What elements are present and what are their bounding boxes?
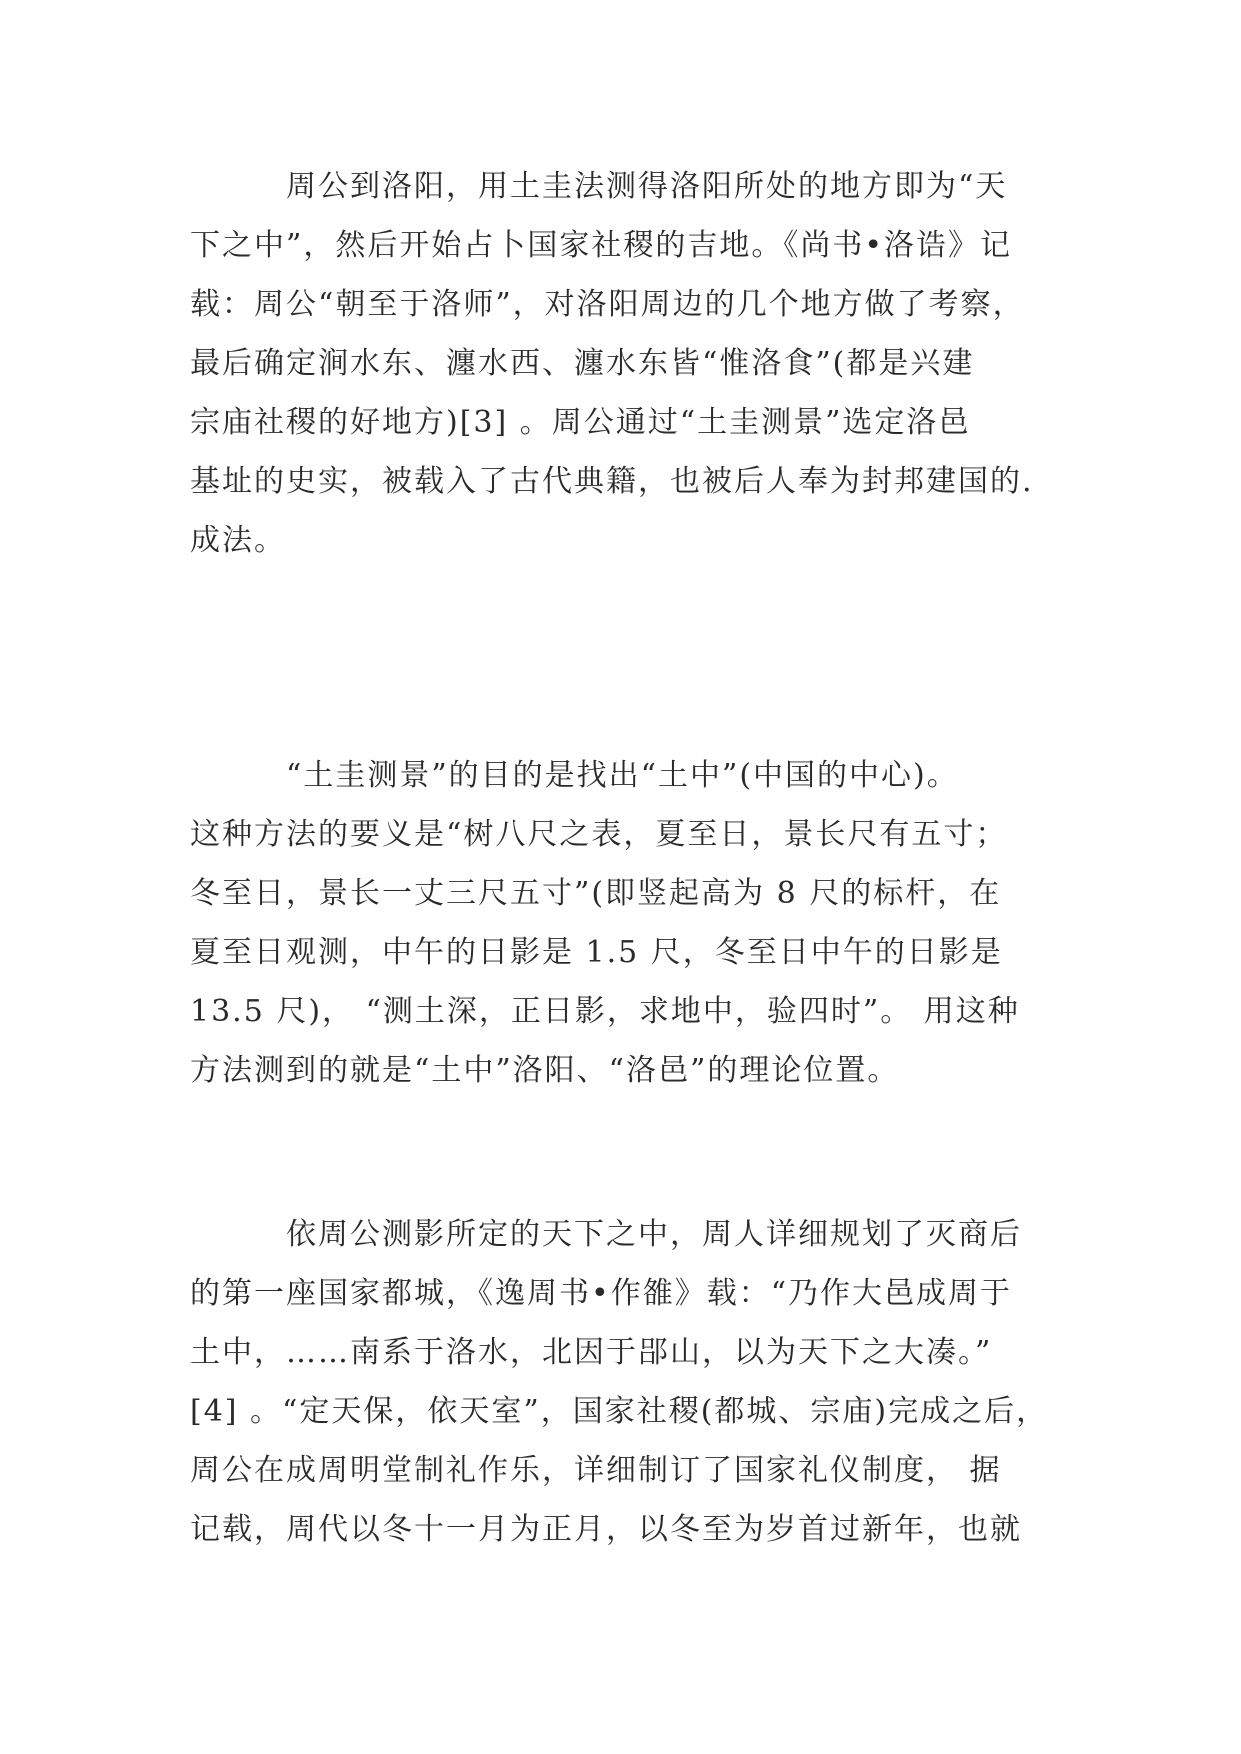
text-line: 最后确定涧水东、瀍水西、瀍水东皆“惟洛食”(都是兴建: [190, 346, 975, 381]
paragraph-2: [190, 746, 1070, 1100]
text-line: 土中，……南系于洛水，北因于郘山，以为天下之大凑。”: [190, 1335, 993, 1370]
text-line: 这种方法的要义是“树八尺之表，夏至日，景长尺有五寸；: [190, 817, 1008, 852]
text-line: 周公到洛阳，用土圭法测得洛阳所处的地方即为“天: [190, 169, 1008, 204]
text-line: [4] 。“定天保，依天室”，国家社稷(都城、宗庙)完成之后，: [190, 1394, 1049, 1429]
paragraph-1: [190, 157, 1070, 570]
text-line: 的第一座国家都城，《逸周书•作雒》载：“乃作大邑成周于: [190, 1276, 1013, 1311]
text-line: 宗庙社稷的好地方)[3] 。周公通过“土圭测景”选定洛邑: [190, 405, 971, 440]
text-line: 记载，周代以冬十一月为正月，以冬至为岁首过新年，也就: [190, 1512, 1022, 1547]
paragraph-3: [190, 1205, 1070, 1559]
text-line: 载：周公“朝至于洛师”，对洛阳周边的几个地方做了考察，: [190, 287, 1025, 322]
text-line: 夏至日观测，中午的日影是 1.5 尺，冬至日中午的日影是: [190, 935, 1003, 970]
text-line: 冬至日，景长一丈三尺五寸”(即竖起高为 8 尺的标杆，在: [190, 876, 1002, 911]
text-line: 方法测到的就是“土中”洛阳、“洛邑”的理论位置。: [190, 1053, 900, 1088]
text-line: 13.5 尺)， “测土深，正日影，求地中，验四时”。 用这种: [190, 994, 1020, 1029]
text-line: 下之中”，然后开始占卜国家社稷的吉地。《尚书•洛诰》记: [190, 228, 1013, 263]
text-line: 周公在成周明堂制礼作乐，详细制订了国家礼仪制度， 据: [190, 1453, 1002, 1488]
text-line: 依周公测影所定的天下之中，周人详细规划了灭商后: [190, 1217, 1022, 1252]
text-line: 基址的史实，被载入了古代典籍，也被后人奉为封邦建国的.: [190, 464, 1034, 499]
text-line: “土圭测景”的目的是找出“土中”(中国的中心)。: [190, 758, 959, 793]
text-line: 成法。: [190, 523, 286, 558]
